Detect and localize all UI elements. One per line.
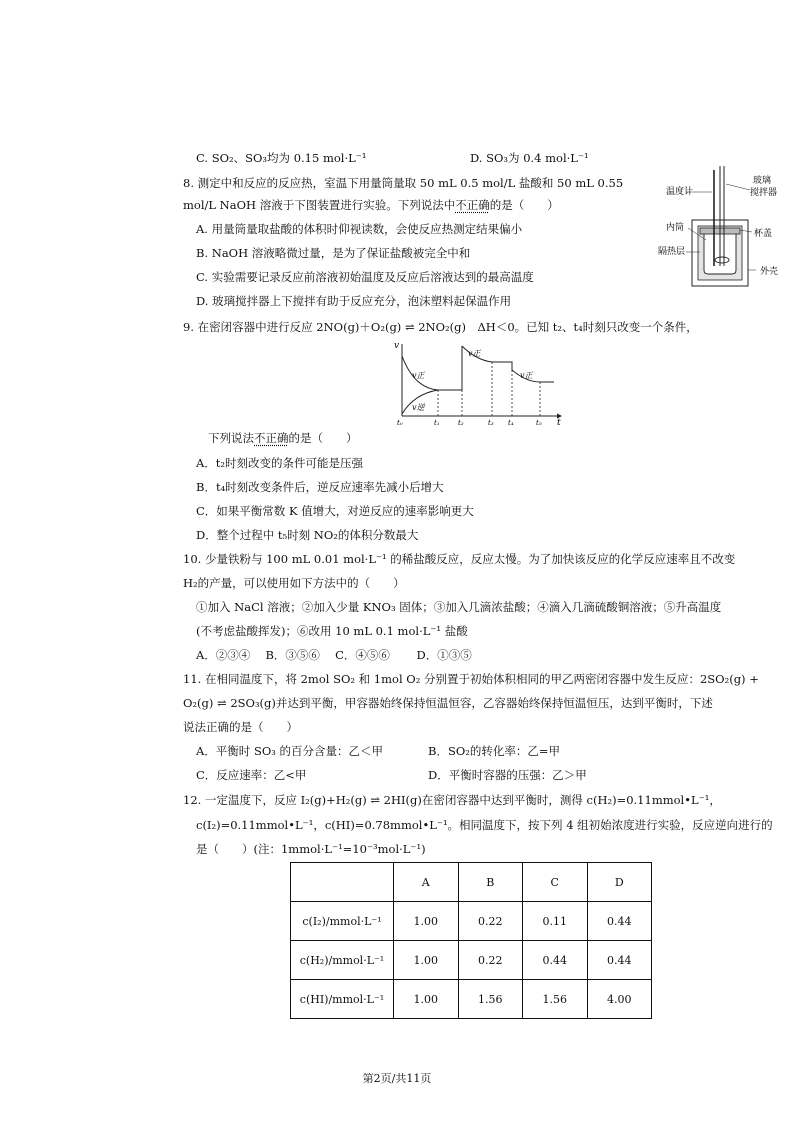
q11-option-d: D．平衡时容器的压强：乙＞甲 — [428, 768, 587, 782]
q9-option-a: A．t₂时刻改变的条件可能是压强 — [196, 456, 364, 470]
x-axis-label: t — [557, 418, 561, 428]
q10-stem-line1: 10. 少量铁粉与 100 mL 0.01 mol·L⁻¹ 的稀盐酸反应，反应太慢。为了加快该反应的化学反应速率且不改变 — [183, 552, 736, 566]
q11-option-c: C．反应速率：乙<甲 — [196, 768, 307, 782]
q8-option-b: B. NaOH 溶液略微过量，是为了保证盐酸被完全中和 — [196, 246, 471, 260]
table-row — [291, 941, 652, 980]
tick-t1: t₁ — [434, 419, 440, 427]
q8-emphasis: 不正确 — [455, 198, 490, 212]
row-label: c(I₂)/mmol·L⁻¹ — [291, 902, 394, 941]
q10-methods-line2: (不考虑盐酸挥发)；⑥改用 10 mL 0.1 mol·L⁻¹ 盐酸 — [196, 624, 468, 638]
table-header-cell: C — [523, 863, 588, 902]
tick-t3: t₃ — [488, 419, 494, 427]
q8-stem-line2: mol/L NaOH 溶液于下图装置进行实验。下列说法中不正确的是（ ） — [183, 198, 559, 212]
label-stirrer-2: 搅拌器 — [750, 188, 778, 198]
row-label: c(H₂)/mmol·L⁻¹ — [291, 941, 394, 980]
q9-prompt: 下列说法不正确的是（ ） — [208, 431, 358, 445]
table-cell: 0.44 — [523, 941, 588, 980]
concentration-table — [290, 862, 652, 1019]
table-row — [291, 980, 652, 1019]
q11-option-b: B．SO₂的转化率：乙=甲 — [428, 744, 561, 758]
tick-t0: t₀ — [397, 419, 403, 427]
q9-option-c: C．如果平衡常数 K 值增大，对逆反应的速率影响更大 — [196, 504, 474, 518]
q9-option-d: D．整个过程中 t₅时刻 NO₂的体积分数最大 — [196, 528, 419, 542]
label-thermometer: 温度计 — [666, 187, 694, 197]
tick-t5: t₅ — [536, 419, 542, 427]
q8-stem-line1: 8. 测定中和反应的反应热，室温下用量筒量取 50 mL 0.5 mol/L 盐酸和 50 mL 0.55 — [183, 176, 624, 190]
table-cell: 1.56 — [523, 980, 588, 1019]
table-cell: 1.00 — [394, 980, 459, 1019]
q12-stem-line1: 12. 一定温度下，反应 I₂(g)+H₂(g) ⇌ 2HI(g)在密闭容器中达到平衡时，测得 c(H₂)=0.11mmol•L⁻¹， — [183, 793, 721, 807]
q7-option-d: D. SO₃为 0.4 mol·L⁻¹ — [470, 151, 589, 165]
table-header-row — [291, 863, 652, 902]
table-row — [291, 902, 652, 941]
q10-methods-line1: ①加入 NaCl 溶液；②加入少量 KNO₃ 固体；③加入几滴浓盐酸；④滴入几滴硫酸铜溶液；⑤升高温度 — [196, 600, 722, 614]
label-inner-cup: 内筒 — [666, 223, 685, 233]
table-cell: 0.22 — [458, 941, 523, 980]
rate-time-graph — [392, 338, 564, 428]
table-cell: 0.44 — [587, 902, 652, 941]
q9-option-b: B．t₄时刻改变条件后，逆反应速率先减小后增大 — [196, 480, 444, 494]
label-insulation: 隔热层 — [658, 247, 686, 257]
page-footer: 第2页/共11页 — [362, 1072, 432, 1085]
label-shell: 外壳 — [760, 267, 779, 277]
q10-options: A．②③④ B．③⑤⑥ C．④⑤⑥ D．①③⑤ — [196, 648, 472, 662]
table-header-cell: B — [458, 863, 523, 902]
label-lid: 杯盖 — [754, 229, 773, 239]
q10-stem-line2: H₂的产量，可以使用如下方法中的（ ） — [183, 576, 405, 590]
table-header-cell: A — [394, 863, 459, 902]
q8-option-d: D. 玻璃搅拌器上下搅拌有助于反应充分，泡沫塑料起保温作用 — [196, 294, 512, 308]
v-reverse-label: v逆 — [412, 403, 425, 412]
table-cell: 1.00 — [394, 941, 459, 980]
v-forward-curve — [402, 356, 462, 390]
q11-stem-line1: 11. 在相同温度下，将 2mol SO₂ 和 1mol O₂ 分别置于初始体积相同的甲乙两密闭容器中发生反应：2SO₂(g) + — [183, 672, 759, 686]
q12-stem-line3: 是（ ）(注：1mmol·L⁻¹=10⁻³mol·L⁻¹) — [196, 842, 426, 856]
table-header-cell — [291, 863, 394, 902]
table-cell: 1.56 — [458, 980, 523, 1019]
q11-stem-line2: O₂(g) ⇌ 2SO₃(g)并达到平衡，甲容器始终保持恒温恒容，乙容器始终保持恒温恒压，达到平衡时，下述 — [183, 696, 713, 710]
tick-t4: t₄ — [508, 419, 514, 427]
table-header-cell: D — [587, 863, 652, 902]
q9-stem: 9. 在密闭容器中进行反应 2NO(g)＋O₂(g) ⇌ 2NO₂(g) ΔH＜0。已知 t₂、t₄时刻只改变一个条件， — [183, 320, 698, 334]
table-cell: 4.00 — [587, 980, 652, 1019]
q11-stem-line3: 说法正确的是（ ） — [183, 720, 298, 734]
tick-t2: t₂ — [458, 419, 464, 427]
q7-option-c: C. SO₂、SO₃均为 0.15 mol·L⁻¹ — [196, 151, 367, 165]
table-cell: 0.44 — [587, 941, 652, 980]
q11-option-a: A．平衡时 SO₃ 的百分含量：乙＜甲 — [196, 744, 384, 758]
y-axis-label: v — [394, 341, 400, 351]
q12-stem-line2: c(I₂)=0.11mmol•L⁻¹，c(HI)=0.78mmol•L⁻¹。相同温度下，按下列 4 组初始浓度进行实验，反应逆向进行的 — [196, 818, 773, 832]
svg-text:v正: v正 — [468, 349, 481, 358]
calorimeter-figure — [658, 166, 790, 288]
row-label: c(HI)/mmol·L⁻¹ — [291, 980, 394, 1019]
svg-text:v正: v正 — [520, 371, 533, 380]
q9-emphasis: 不正确 — [254, 431, 289, 445]
table-cell: 1.00 — [394, 902, 459, 941]
table-cell: 0.11 — [523, 902, 588, 941]
q8-option-a: A. 用量筒量取盐酸的体积时仰视读数，会使反应热测定结果偏小 — [196, 222, 523, 236]
q8-option-c: C. 实验需要记录反应前溶液初始温度及反应后溶液达到的最高温度 — [196, 270, 534, 284]
v-forward-label: v正 — [412, 371, 425, 380]
label-stirrer-1: 玻璃 — [753, 176, 772, 186]
table-cell: 0.22 — [458, 902, 523, 941]
